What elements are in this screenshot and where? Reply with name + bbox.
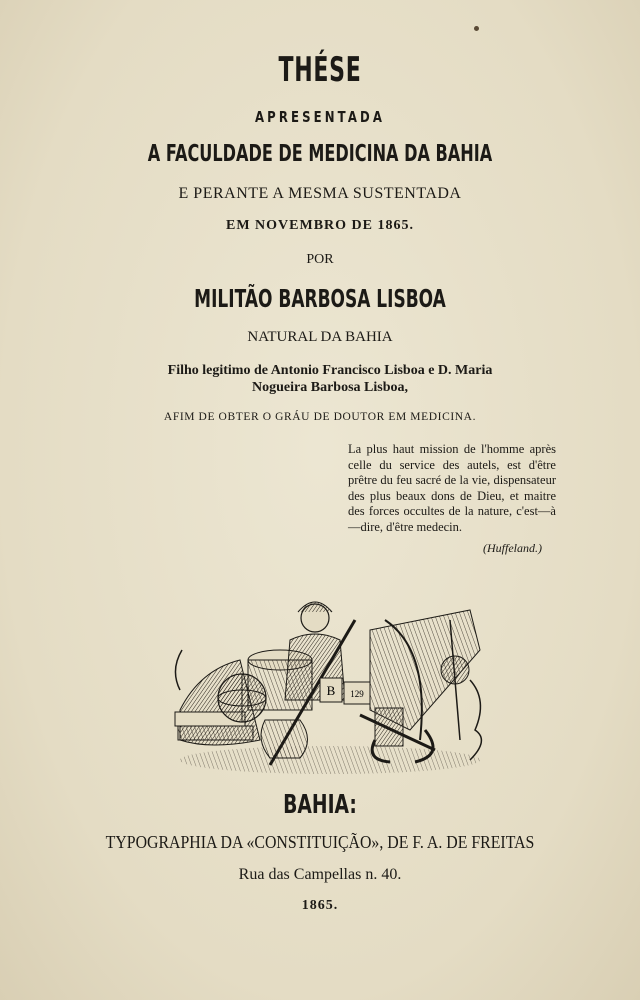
engraving-label-number: 129 [350,689,364,699]
imprint-printer: TYPOGRAPHIA DA «CONSTITUIÇÃO», DE F. A. DE FREITAS [105,832,535,852]
date-line: EM NOVEMBRO DE 1865. [226,218,414,233]
presented-line: APRESENTADA [254,108,386,126]
author-name: MILITÃO BARBOSA LISBOA [194,284,446,313]
parentage-line-1: Filho legitimo de Antonio Francisco Lisboa e D. Maria [167,363,493,378]
by-line: POR [306,252,334,267]
engraving-label-b: B [326,683,336,698]
parentage-line-2: Nogueira Barbosa Lisboa, [252,380,408,395]
thesis-title: THÉSE [278,50,362,90]
imprint-year: 1865. [301,898,339,913]
purpose-line: AFIM DE OBTER O GRÁU DE DOUTOR EM MEDICINA. [163,411,477,423]
faculty-line: A FACULDADE DE MEDICINA DA BAHIA [147,141,493,167]
sustained-line: E PERANTE A MESMA SUSTENTADA [178,185,462,202]
imprint-street: Rua das Campellas n. 40. [238,866,402,883]
epigraph-text: La plus haut mission de l'homme après celle du service des autels, est d'être prêtre du feu sacré de la vie, dispensateur des plus beaux dons de Dieu, et maitre des forces occultes de la nature, c'est—à—dire, d'être medecin. [348,442,556,534]
ink-speck [474,26,479,31]
imprint-city: BAHIA: [283,790,357,820]
parentage-block [100,362,560,396]
origin-line: NATURAL DA BAHIA [247,329,393,345]
epigraph-author: (Huffeland.) [483,541,542,555]
allegorical-engraving [170,590,490,780]
